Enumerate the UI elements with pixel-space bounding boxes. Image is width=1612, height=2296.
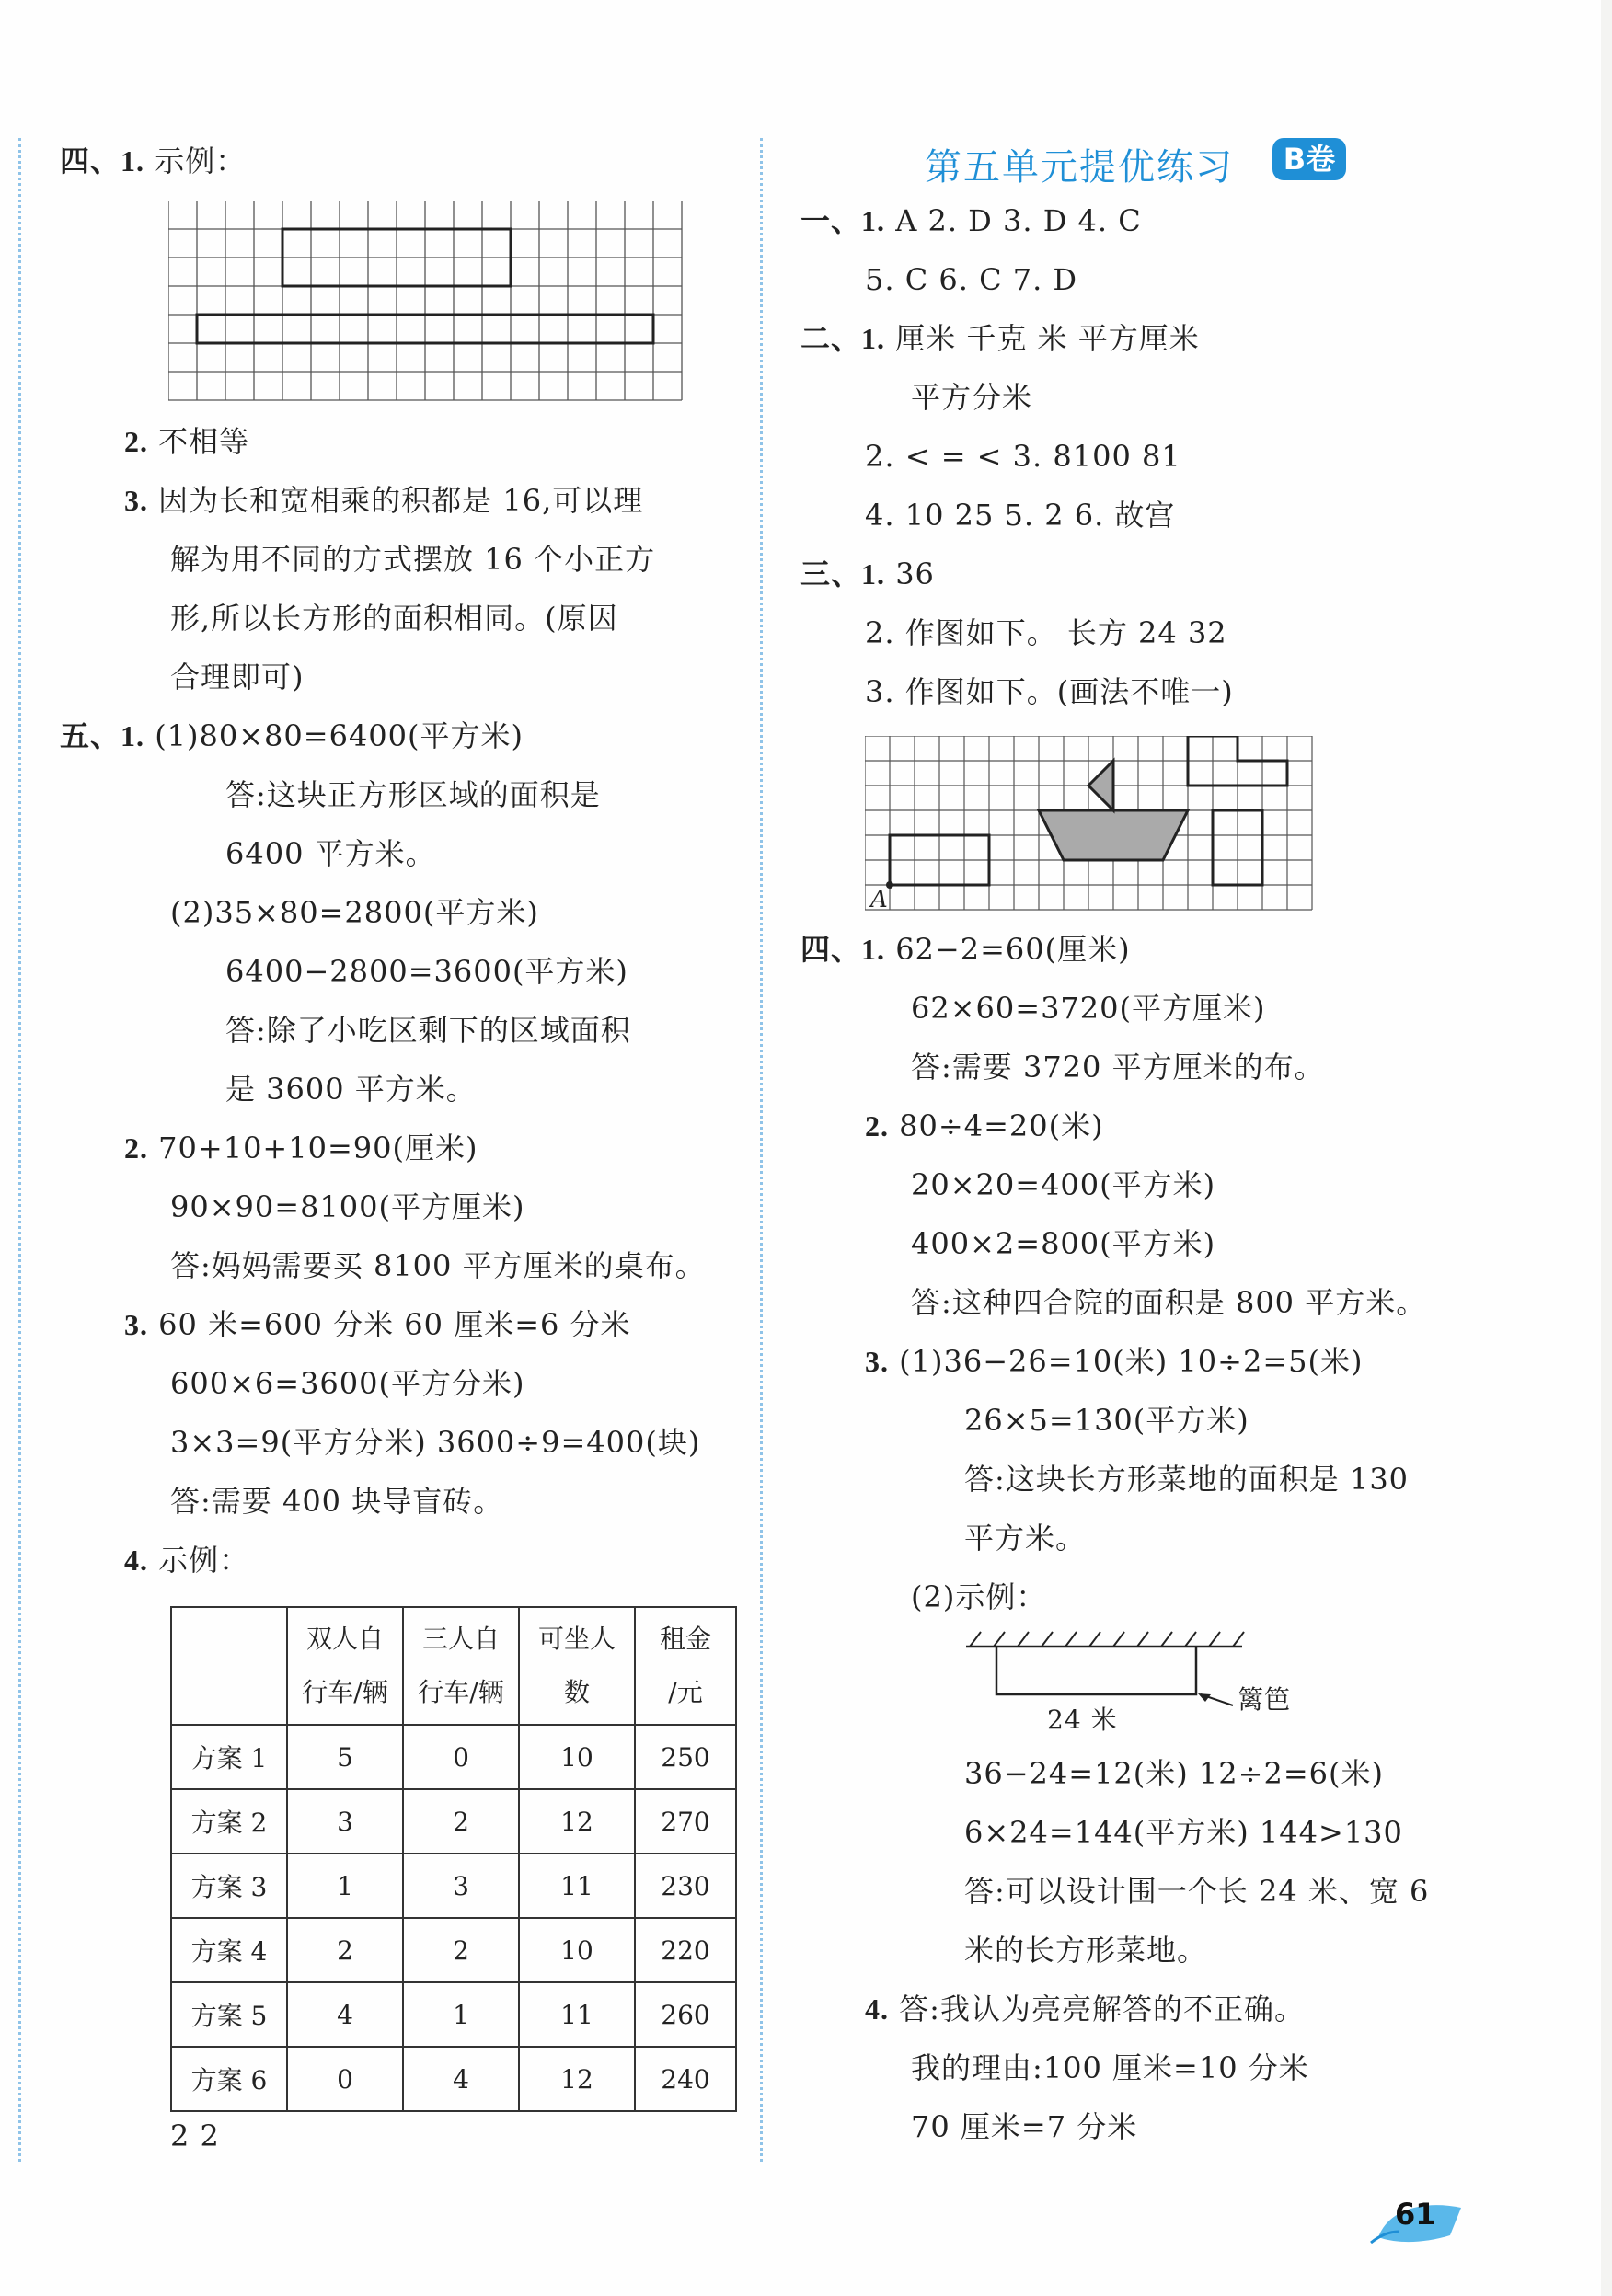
r-s4-q3b-line: 答:可以设计围一个长 24 米、宽 6 xyxy=(964,1874,1430,1909)
table-cell: 3 xyxy=(287,1789,403,1854)
s5-q3-line: 600×6=3600(平方分米) xyxy=(170,1366,525,1401)
s5-q1-line: 答:这块正方形区域的面积是 xyxy=(225,777,601,812)
r-s4-q3-line: 答:这块长方形菜地的面积是 130 xyxy=(964,1462,1410,1497)
r-s4-q2-line: 20×20=400(平方米) xyxy=(911,1167,1216,1202)
table-row xyxy=(171,1789,736,1854)
table-cell: 2 xyxy=(287,1918,403,1982)
r-s4-q3b-line: 36−24=12(米) 12÷2=6(米) xyxy=(964,1756,1384,1791)
fence-width-label: 24 米 xyxy=(1047,1705,1118,1735)
table-header-row xyxy=(171,1607,736,1725)
table-cell: 11 xyxy=(519,1982,635,2047)
table-cell: 4 xyxy=(403,2047,519,2111)
r-s3-line3: 3. 作图如下。(画法不唯一) xyxy=(865,674,1234,709)
table-cell: 方案 2 xyxy=(171,1789,287,1854)
table-cell: 240 xyxy=(635,2047,736,2111)
s4-q3-line: 解为用不同的方式摆放 16 个小正方 xyxy=(170,542,656,577)
r-s4-q4-line: 我的理由:100 厘米=10 分米 xyxy=(911,2050,1309,2085)
s5-q2-line: 90×90=8100(平方厘米) xyxy=(170,1189,525,1224)
left-margin-line xyxy=(18,138,21,2162)
table-header-cell: 三人自 行车/辆 xyxy=(403,1607,519,1725)
table-cell: 11 xyxy=(519,1854,635,1918)
table-cell: 1 xyxy=(403,1982,519,2047)
s4-q2: 2. 不相等 xyxy=(124,424,250,459)
s4-q3-line: 合理即可) xyxy=(170,660,305,695)
table-corner-cell xyxy=(171,1607,287,1725)
table-cell: 10 xyxy=(519,1725,635,1789)
table-cell: 1 xyxy=(287,1854,403,1918)
r-s1: 一、1. A 2. D 3. D 4. C xyxy=(800,203,1142,238)
rental-plan-table xyxy=(170,1606,737,2112)
grid-rectangles-figure xyxy=(168,201,684,405)
table-cell: 10 xyxy=(519,1918,635,1982)
table-row xyxy=(171,1982,736,2047)
table-cell: 12 xyxy=(519,1789,635,1854)
s4-q3-line: 形,所以长方形的面积相同。(原因 xyxy=(170,601,618,636)
table-cell: 230 xyxy=(635,1854,736,1918)
volume-tag: B卷 xyxy=(1272,138,1346,180)
r-s4-q4: 4. 答:我认为亮亮解答的不正确。 xyxy=(865,1992,1305,2026)
s5-q2-line: 答:妈妈需要买 8100 平方厘米的桌布。 xyxy=(170,1248,706,1283)
s5-q1-line: 是 3600 平方米。 xyxy=(225,1072,477,1107)
table-cell: 方案 5 xyxy=(171,1982,287,2047)
s5-q3-line: 3×3=9(平方分米) 3600÷9=400(块) xyxy=(170,1425,701,1460)
r-s4-q3b-line: 6×24=144(平方米) 144>130 xyxy=(964,1815,1403,1850)
r-s4-q2-line: 答:这种四合院的面积是 800 平方米。 xyxy=(911,1285,1427,1320)
s4-q1: 四、1. 示例： xyxy=(60,144,247,178)
table-cell: 方案 6 xyxy=(171,2047,287,2111)
r-s4-q3: 3. (1)36−26=10(米) 10÷2=5(米) xyxy=(865,1344,1364,1379)
r-s2-line2: 平方分米 xyxy=(911,380,1033,415)
table-cell: 5 xyxy=(287,1725,403,1789)
unit-title: 第五单元提优练习 xyxy=(925,146,1234,189)
column-divider xyxy=(760,138,763,2162)
s4-q3: 3. 因为长和宽相乘的积都是 16,可以理 xyxy=(124,483,644,518)
s5-q1-line: 答:除了小吃区剩下的区域面积 xyxy=(225,1013,631,1048)
table-cell: 260 xyxy=(635,1982,736,2047)
table-cell: 4 xyxy=(287,1982,403,2047)
r-s4-q2-line: 400×2=800(平方米) xyxy=(911,1226,1216,1261)
table-row xyxy=(171,1854,736,1918)
table-cell: 0 xyxy=(287,2047,403,2111)
r-s2-line3: 2. < = < 3. 8100 81 xyxy=(865,439,1181,474)
r-s4-q2: 2. 80÷4=20(米) xyxy=(865,1108,1104,1143)
table-cell: 方案 1 xyxy=(171,1725,287,1789)
r-s3-line2: 2. 作图如下。 长方 24 32 xyxy=(865,615,1227,650)
r-s3: 三、1. 36 xyxy=(800,557,935,591)
r-s4: 四、1. 62−2=60(厘米) xyxy=(800,932,1131,967)
s5-q1-line: 6400 平方米。 xyxy=(225,836,436,871)
vegetable-plot-rect xyxy=(996,1647,1196,1694)
page-number: 61 xyxy=(1395,2197,1436,2232)
table-cell: 2 xyxy=(403,1789,519,1854)
s5-q2: 2. 70+10+10=90(厘米) xyxy=(124,1131,478,1165)
point-a-label: A xyxy=(870,886,888,911)
r-s4-line: 答:需要 3720 平方厘米的布。 xyxy=(911,1050,1325,1085)
boat-sail xyxy=(1088,761,1113,810)
r-s2: 二、1. 厘米 千克 米 平方厘米 xyxy=(800,321,1200,356)
table-cell: 220 xyxy=(635,1918,736,1982)
s5-q3-line: 答:需要 400 块导盲砖。 xyxy=(170,1484,504,1519)
s5-q4: 4. 示例： xyxy=(124,1543,250,1578)
table-row xyxy=(171,1918,736,1982)
r-s4-q3-line: 平方米。 xyxy=(964,1521,1087,1556)
table-cell: 0 xyxy=(403,1725,519,1789)
table-header-cell: 可坐人 数 xyxy=(519,1607,635,1725)
boat-hull xyxy=(1039,810,1188,860)
table-cell: 2 xyxy=(403,1918,519,1982)
s5-q3: 3. 60 米=600 分米 60 厘米=6 分米 xyxy=(124,1307,631,1342)
table-cell: 3 xyxy=(403,1854,519,1918)
table-cell: 12 xyxy=(519,2047,635,2111)
table-row xyxy=(171,1725,736,1789)
table-cell: 方案 3 xyxy=(171,1854,287,1918)
table-cell: 250 xyxy=(635,1725,736,1789)
r-s4-q3-line: 26×5=130(平方米) xyxy=(964,1403,1249,1438)
table-header-cell: 租金 /元 xyxy=(635,1607,736,1725)
r-s1-line2: 5. C 6. C 7. D xyxy=(865,262,1078,297)
r-s4-q3-line: (2)示例： xyxy=(911,1579,1047,1614)
r-s2-line4: 4. 10 25 5. 2 6. 故宫 xyxy=(865,498,1176,533)
table-row xyxy=(171,2047,736,2111)
table-cell: 方案 4 xyxy=(171,1918,287,1982)
s5-q1-line: 6400−2800=3600(平方米) xyxy=(225,954,628,989)
r-s4-q4-line: 70 厘米=7 分米 xyxy=(911,2109,1138,2144)
page-number-badge xyxy=(1362,2189,1472,2250)
r-s4-q3b-line: 米的长方形菜地。 xyxy=(964,1933,1208,1968)
s5-q1: 五、1. (1)80×80=6400(平方米) xyxy=(60,718,524,753)
fence-label: 篱笆 xyxy=(1238,1684,1292,1715)
bottom-note: 2 2 xyxy=(170,2118,220,2153)
r-s4-line: 62×60=3720(平方厘米) xyxy=(911,991,1266,1026)
table-cell: 270 xyxy=(635,1789,736,1854)
s5-q1-line: (2)35×80=2800(平方米) xyxy=(170,895,539,930)
grid-drawing-figure xyxy=(865,736,1316,911)
table-header-cell: 双人自 行车/辆 xyxy=(287,1607,403,1725)
